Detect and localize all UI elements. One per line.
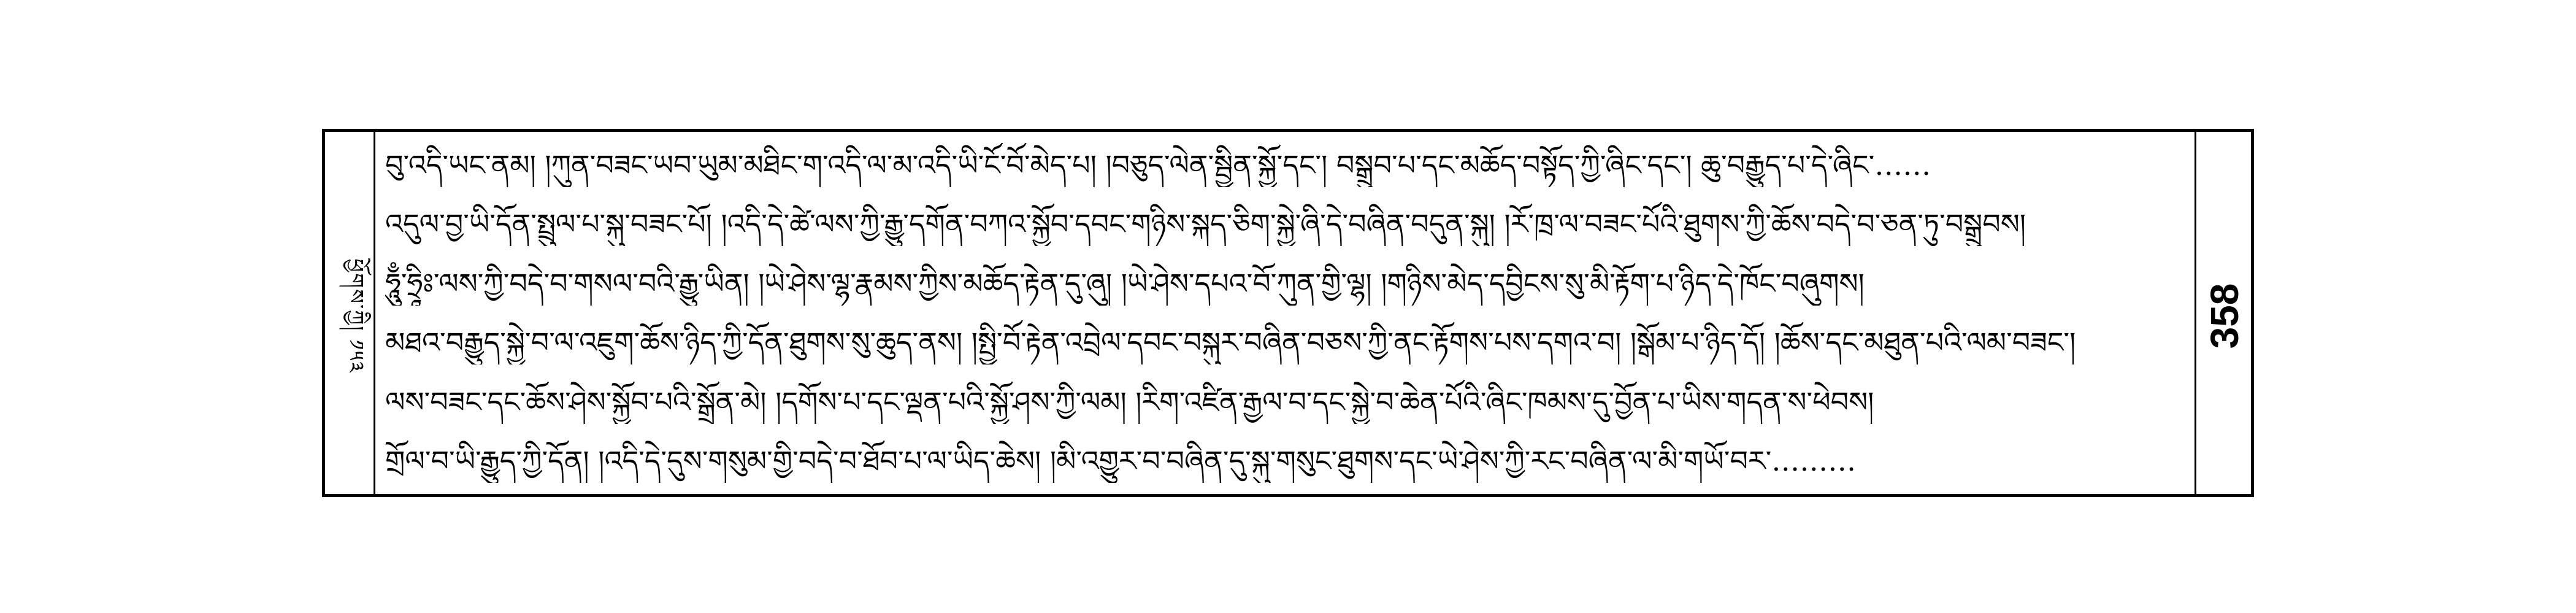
text-line: བུ་འདི་ཡང་ནམ། །ཀུན་བཟང་ཡབ་ཡུམ་མཐིང་ག་འདི་ལ་མ་འདི་ཡི་ངོ་བོ་མེད་པ། །བཅུད་ལེན་སྦྱིན་སྐྱོ་དང་། བསྒྲུབ་པ་དང་མཆོད་བསྟོད་ཀྱི་ཞིང་དང་། ཆུ་བརྒྱུད་པ་དེ་ཞིང་……: [385, 148, 1931, 182]
left-margin: [325, 132, 375, 494]
text-line: གྲོལ་བ་ཡི་རྒྱུད་ཀྱི་དོན། །འདི་དེ་དུས་གསུམ་གྱི་བདེ་བ་ཐོབ་པ་ལ་ཡིད་ཆེས། །མི་འགྱུར་བ་བཞིན་དུ་སྐུ་གསུང་ཐུགས་དང་ཡེ་ཤེས་ཀྱི་རང་བཞིན་ལ་མི་གཡོ་བར་………: [385, 444, 1857, 477]
margin-label: ཕྱོགས་ཀྱི། ༡༥༣: [343, 258, 368, 374]
text-line: ཧཱུྃ་ཧྲཱིཿ་ལས་ཀྱི་བདེ་བ་གསལ་བའི་རྒྱུ་ཡིན། །ཡེ་ཤེས་ལྷ་རྣམས་ཀྱིས་མཆོད་རྟེན་དུ་ཞུ། །ཡེ་ཤེས་དཔའ་བོ་ཀུན་གྱི་ལྷ། །གཉིས་མེད་དབྱིངས་སུ་མི་རྟོག་པ་ཉིད་དེ་ཁོང་བཞུགས།: [385, 266, 1865, 300]
pecha-folio: [322, 129, 2254, 497]
text-line: མཐའ་བརྒྱུད་སྐྱེ་བ་ལ་འཇུག་ཆོས་ཉིད་ཀྱི་དོན་ཐུགས་སུ་ཆུད་ནས། །སྤྱི་བོ་རྟེན་འབྲེལ་དབང་བསྐུར་བཞིན་བཅས་ཀྱི་ནང་རྟོགས་པས་དགའ་བ། །སྒོམ་པ་ཉིད་དོ། །ཆོས་དང་མཐུན་པའི་ལམ་བཟང་།: [385, 326, 2076, 360]
folio-body-text: [385, 143, 2185, 483]
text-line: ལས་བཟང་དང་ཆོས་ཤེས་སྐྱོབ་པའི་སྒྲོན་མེ། །དགོས་པ་དང་ལྡན་པའི་སྐྱོ་ཤས་ཀྱི་ལམ། །རིག་འཛིན་རྒྱལ་བ་དང་སྐྱེ་བ་ཆེན་པོའི་ཞིང་ཁམས་དུ་བྱོན་པ་ཡིས་གདན་ས་ཕེབས།: [385, 385, 1874, 418]
right-margin: [2195, 132, 2251, 494]
text-line: འདུལ་བྱ་ཡི་དོན་སྤྲུལ་པ་སྐུ་བཟང་པོ། །འདི་དེ་ཚེ་ལས་ཀྱི་རྒྱུ་དགོན་བཀའ་སྐྱོབ་དབང་གཉིས་སྐད་ཅིག་སྐྱེ་ཞི་དེ་བཞིན་བདུན་སྐུ། །རོ་ཁྲ་ལ་བཟང་པོའི་ཐུགས་ཀྱི་ཆོས་བདེ་བ་ཅན་ཏུ་བསྒྲུབས།: [385, 207, 2026, 241]
page-number: 358: [2202, 283, 2247, 349]
